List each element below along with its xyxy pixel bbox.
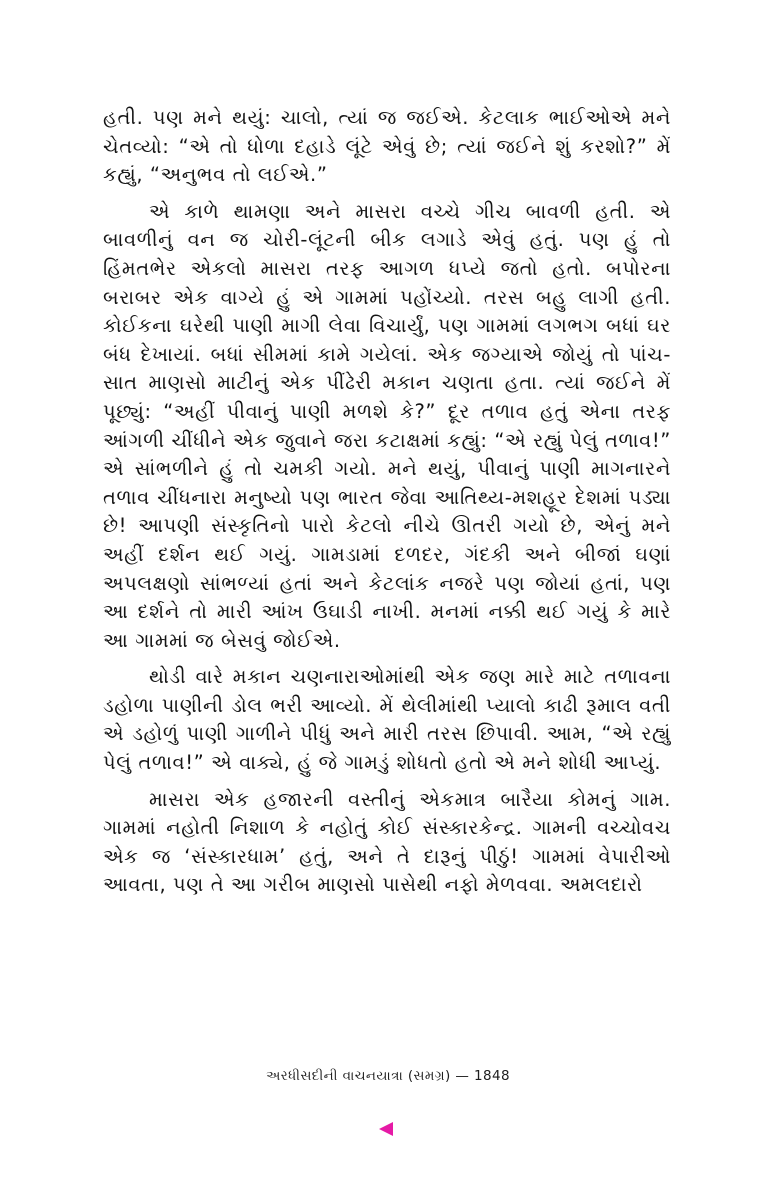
previous-page-icon[interactable] bbox=[379, 1122, 393, 1136]
page-body bbox=[103, 104, 671, 908]
paragraph-babool-forest: એ કાળે થામણા અને માસરા વચ્ચે ગીચ બાવળી હતી. એ બાવળીનું વન જ ચોરી-લૂંટની બીક લગાડે એવું હતું. પણ હું તો હિંમતભેર એકલો માસરા તરફ આગળ ધપ્યે જતો હતો. બપોરના બરાબર એક વાગ્યે હું એ ગામમાં પહોંચ્યો. તરસ બહુ લાગી હતી. કોઈકના ઘરેથી પાણી માગી લેવા વિચાર્યું, પણ ગામમાં લગભગ બધાં ઘર બંધ દેખાયાં. બધાં સીમમાં કામે ગયેલાં. એક જગ્યાએ જોયું તો પાંચ-સાત માણસો માટીનું એક પીંઢેરી મકાન ચણતા હતા. ત્યાં જઈને મેં પૂછ્યું: “અહીં પીવાનું પાણી મળશે કે?” દૂર તળાવ હતું એના તરફ આંગળી ચીંધીને એક જુવાને જરા કટાક્ષમાં કહ્યું: “એ રહ્યું પેલું તળાવ!” એ સાંભળીને હું તો ચમકી ગયો. મને થયું, પીવાનું પાણી માગનારને તળાવ ચીંધનારા મનુષ્યો પણ ભારત જેવા આતિથ્ય-મશહૂર દેશમાં પડ્યા છે! આપણી સંસ્કૃતિનો પારો કેટલો નીચે ઊતરી ગયો છે, એનું મને અહીં દર્શન થઈ ગયું. ગામડામાં દળદર, ગંદકી અને બીજાં ઘણાં અપલક્ષણો સાંભળ્યાં હતાં અને કેટલાંક નજરે પણ જોયાં હતાં, પણ આ દર્શને તો મારી આંખ ઉઘાડી નાખી. મનમાં નક્કી થઈ ગયું કે મારે આ ગામમાં જ બેસવું જોઈએ. bbox=[103, 199, 671, 652]
page-footer: અરધીસદીની વાચનયાત્રા (સમગ્ર) — 1848 bbox=[266, 1068, 510, 1084]
paragraph-continuation: હતી. પણ મને થયું: ચાલો, ત્યાં જ જઈએ. કેટલાક ભાઈઓએ મને ચેતવ્યો: “એ તો ધોળા દહાડે લૂંટે એવું છે; ત્યાં જઈને શું કરશો?” મેં કહ્યું, “અનુભવ તો લઈએ.” bbox=[103, 106, 671, 187]
paragraph-muddy-water: થોડી વારે મકાન ચણનારાઓમાંથી એક જણ મારે માટે તળાવના ડહોળા પાણીની ડોલ ભરી આવ્યો. મેં થેલીમાંથી પ્યાલો કાઢી રૂમાલ વતી એ ડહોળું પાણી ગાળીને પીધું અને મારી તરસ છિપાવી. આમ, “એ રહ્યું પેલું તળાવ!” એ વાક્યે, હું જે ગામડું શોધતો હતો એ મને શોધી આપ્યું. bbox=[103, 665, 671, 775]
paragraph-masara-village: માસરા એક હજારની વસ્તીનું એકમાત્ર બારૈયા કોમનું ગામ. ગામમાં નહોતી નિશાળ કે નહોતું કોઈ સંસ્કારકેન્દ્ર. ગામની વચ્ચોવચ એક જ ‘સંસ્કારધામ’ હતું, અને તે દારૂનું પીઠું! ગામમાં વેપારીઓ આવતા, પણ તે આ ગરીબ માણસો પાસેથી નફો મેળવવા. અમલદારો bbox=[103, 787, 671, 897]
